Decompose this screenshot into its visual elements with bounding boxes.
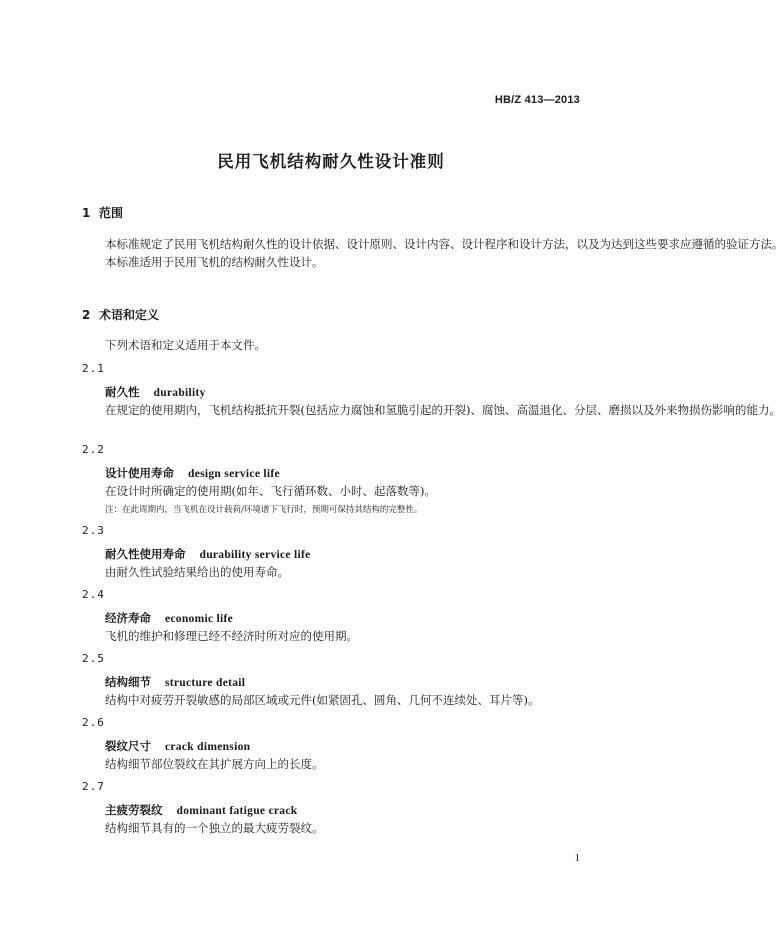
- section-number: 2: [82, 308, 91, 322]
- section-2-intro: 下列术语和定义适用于本文件。: [105, 338, 266, 352]
- term-number: 2.7: [82, 780, 105, 793]
- term-title: [105, 384, 206, 400]
- term-zh: 主疲劳裂纹: [105, 803, 163, 817]
- term-definition: 结构细节具有的一个独立的最大疲劳裂纹。: [105, 821, 324, 835]
- document-title: 民用飞机结构耐久性设计准则: [217, 152, 445, 171]
- term-number: 2.5: [82, 652, 105, 665]
- section-title: 术语和定义: [99, 308, 160, 322]
- section-1-heading: [82, 204, 123, 221]
- term-title: [105, 610, 233, 626]
- term-definition: 结构细节部位裂纹在其扩展方向上的长度。: [105, 757, 324, 771]
- page-number: 1: [574, 852, 580, 864]
- term-number: 2.6: [82, 716, 105, 729]
- section-1-body: [84, 235, 784, 271]
- term-title: [105, 546, 311, 562]
- term-definition: 在规定的使用期内，飞机结构抵抗开裂(包括应力腐蚀和氢脆引起的开裂)、腐蚀、高温退化、分层、磨损以及外来物损伤影响的能力。: [105, 403, 781, 417]
- term-number: 2.2: [82, 443, 105, 456]
- term-title: [105, 674, 245, 690]
- term-zh: 经济寿命: [105, 611, 151, 625]
- term-title: [105, 802, 297, 818]
- term-en: structure detail: [165, 677, 246, 689]
- section-2-heading: [82, 306, 159, 323]
- term-en: dominant fatigue crack: [176, 805, 298, 817]
- term-en: durability service life: [199, 549, 311, 561]
- section-title: 范围: [99, 206, 124, 220]
- term-zh: 耐久性: [105, 385, 140, 399]
- term-title: [105, 738, 250, 754]
- term-number: 2.1: [82, 362, 105, 375]
- term-en: design service life: [188, 468, 280, 480]
- term-zh: 设计使用寿命: [105, 466, 174, 480]
- standard-number: HB/Z 413—2013: [494, 94, 580, 106]
- term-zh: 耐久性使用寿命: [105, 547, 186, 561]
- term-note: 注：在此周期内，当飞机在设计载荷/环境谱下飞行时，预期可保持其结构的完整性。: [105, 505, 423, 515]
- term-definition: 在设计时所确定的使用期(如年、飞行循环数、小时、起落数等)。: [105, 484, 436, 498]
- term-definition: 由耐久性试验结果给出的使用寿命。: [105, 565, 289, 579]
- term-number: 2.3: [82, 524, 105, 537]
- term-definition: 飞机的维护和修理已经不经济时所对应的使用期。: [105, 629, 358, 643]
- term-number: 2.4: [82, 588, 105, 601]
- term-en: crack dimension: [165, 741, 251, 753]
- applicability-paragraph: 本标准适用于民用飞机的结构耐久性设计。: [105, 255, 324, 269]
- term-definition: 结构中对疲劳开裂敏感的局部区域或元件(如紧固孔、圆角、几何不连续处、耳片等)。: [105, 693, 540, 707]
- section-number: 1: [82, 206, 91, 220]
- term-title: [105, 465, 280, 481]
- term-en: durability: [153, 387, 206, 399]
- scope-paragraph: 本标准规定了民用飞机结构耐久性的设计依据、设计原则、设计内容、设计程序和设计方法，以及为达到这些要求应遵循的验证方法。: [105, 237, 784, 251]
- term-zh: 裂纹尺寸: [105, 739, 151, 753]
- term-en: economic life: [165, 613, 234, 625]
- term-zh: 结构细节: [105, 675, 151, 689]
